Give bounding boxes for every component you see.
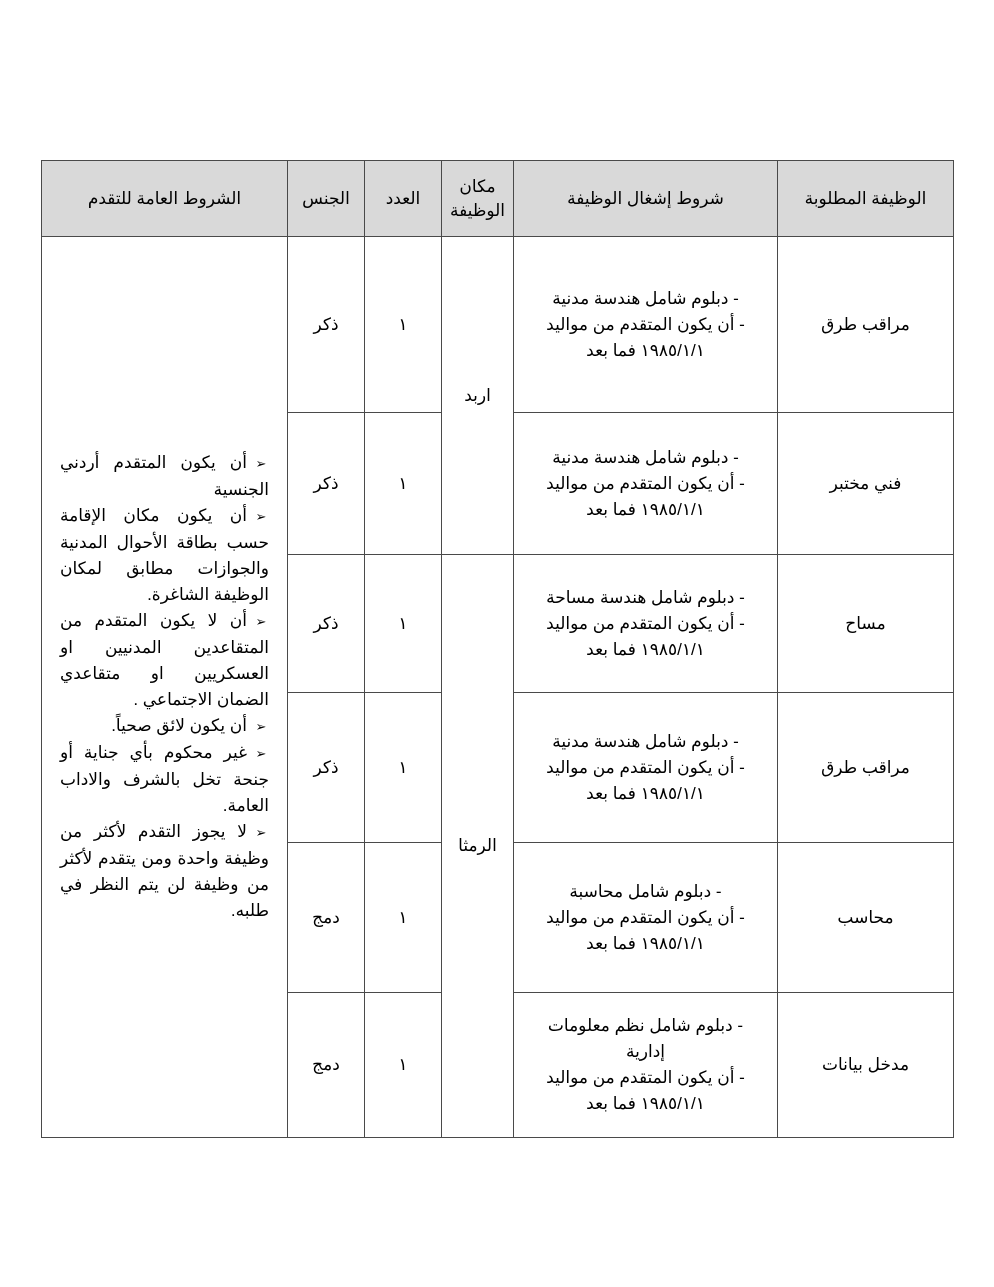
general-condition-item: [60, 819, 269, 924]
general-conditions-list: [60, 450, 269, 924]
condition-line: ١٩٨٥/١/١ فما بعد: [586, 1094, 705, 1113]
job-count: ١: [365, 555, 442, 693]
check-arrow-icon: ➢: [255, 456, 267, 471]
condition-line: ١٩٨٥/١/١ فما بعد: [586, 639, 705, 659]
job-count: ١: [365, 993, 442, 1138]
job-count: ١: [365, 413, 442, 555]
general-condition-text: أن يكون لائق صحياً.: [111, 716, 247, 735]
condition-line: - دبلوم شامل هندسة مدنية: [552, 731, 739, 751]
header-job: الوظيفة المطلوبة: [778, 161, 954, 237]
job-conditions: [514, 237, 778, 413]
job-title: مراقب طرق: [778, 693, 954, 843]
condition-line: - أن يكون المتقدم من مواليد: [546, 907, 745, 927]
condition-line: - دبلوم شامل نظم معلومات: [547, 1016, 744, 1035]
job-gender: ذكر: [288, 237, 365, 413]
check-arrow-icon: ➢: [255, 825, 267, 840]
table-header-row: [42, 161, 954, 237]
condition-line: - أن يكون المتقدم من مواليد: [546, 613, 745, 633]
header-location: [442, 161, 514, 237]
job-gender: ذكر: [288, 555, 365, 693]
header-location-line2: الوظيفة: [449, 200, 506, 220]
condition-line: - أن يكون المتقدم من مواليد: [546, 473, 745, 493]
job-title: مساح: [778, 555, 954, 693]
job-gender: ذكر: [288, 413, 365, 555]
job-title: مدخل بيانات: [778, 993, 954, 1138]
condition-line: إدارية: [625, 1042, 666, 1061]
job-conditions: [514, 413, 778, 555]
job-gender: دمج: [288, 993, 365, 1138]
header-gender: الجنس: [288, 161, 365, 237]
job-conditions: [514, 843, 778, 993]
general-condition-text: أن يكون المتقدم أردني الجنسية: [60, 453, 269, 499]
job-location-irbid: اربد: [442, 237, 514, 555]
general-condition-item: [60, 713, 269, 740]
condition-line: - دبلوم شامل هندسة مدنية: [552, 288, 739, 308]
table-row: [42, 237, 954, 413]
general-condition-item: [60, 740, 269, 819]
job-conditions: [514, 693, 778, 843]
condition-line: - دبلوم شامل هندسة مدنية: [552, 447, 739, 467]
condition-line: ١٩٨٥/١/١ فما بعد: [586, 499, 705, 519]
general-condition-text: غير محكوم بأي جناية أو جنحة تخل بالشرف والاداب العامة.: [60, 743, 269, 815]
job-count: ١: [365, 693, 442, 843]
check-arrow-icon: ➢: [255, 746, 267, 761]
condition-line: - أن يكون المتقدم من مواليد: [546, 757, 745, 777]
header-general: الشروط العامة للتقدم: [42, 161, 288, 237]
job-title: فني مختبر: [778, 413, 954, 555]
job-conditions: [514, 993, 778, 1138]
condition-line: - أن يكون المتقدم من مواليد: [546, 1068, 745, 1087]
check-arrow-icon: ➢: [255, 719, 267, 734]
condition-line: - دبلوم شامل محاسبة: [569, 881, 722, 901]
general-condition-item: [60, 450, 269, 503]
job-conditions: [514, 555, 778, 693]
general-condition-item: [60, 503, 269, 608]
header-location-line1: مكان: [459, 176, 496, 196]
header-conditions: شروط إشغال الوظيفة: [514, 161, 778, 237]
header-count: العدد: [365, 161, 442, 237]
job-location-ramtha: الرمثا: [442, 555, 514, 1138]
job-title: محاسب: [778, 843, 954, 993]
check-arrow-icon: ➢: [255, 614, 267, 629]
general-condition-item: [60, 608, 269, 713]
job-gender: ذكر: [288, 693, 365, 843]
jobs-table: [41, 160, 954, 1138]
condition-line: ١٩٨٥/١/١ فما بعد: [586, 783, 705, 803]
job-gender: دمج: [288, 843, 365, 993]
condition-line: - أن يكون المتقدم من مواليد: [546, 314, 745, 334]
general-condition-text: لا يجوز التقدم لأكثر من وظيفة واحدة ومن يتقدم لأكثر من وظيفة لن يتم النظر في طلبه.: [60, 822, 269, 920]
job-count: ١: [365, 237, 442, 413]
general-condition-text: أن لا يكون المتقدم من المتقاعدين المدنيين او العسكريين او متقاعدي الضمان الاجتماعي .: [60, 611, 269, 709]
condition-line: ١٩٨٥/١/١ فما بعد: [586, 933, 705, 953]
job-title: مراقب طرق: [778, 237, 954, 413]
check-arrow-icon: ➢: [255, 509, 267, 524]
job-count: ١: [365, 843, 442, 993]
general-conditions-cell: [42, 237, 288, 1138]
condition-line: ١٩٨٥/١/١ فما بعد: [586, 340, 705, 360]
condition-line: - دبلوم شامل هندسة مساحة: [546, 587, 745, 607]
general-condition-text: أن يكون مكان الإقامة حسب بطاقة الأحوال المدنية والجوازات مطابق لمكان الوظيفة الشاغرة.: [60, 506, 269, 604]
